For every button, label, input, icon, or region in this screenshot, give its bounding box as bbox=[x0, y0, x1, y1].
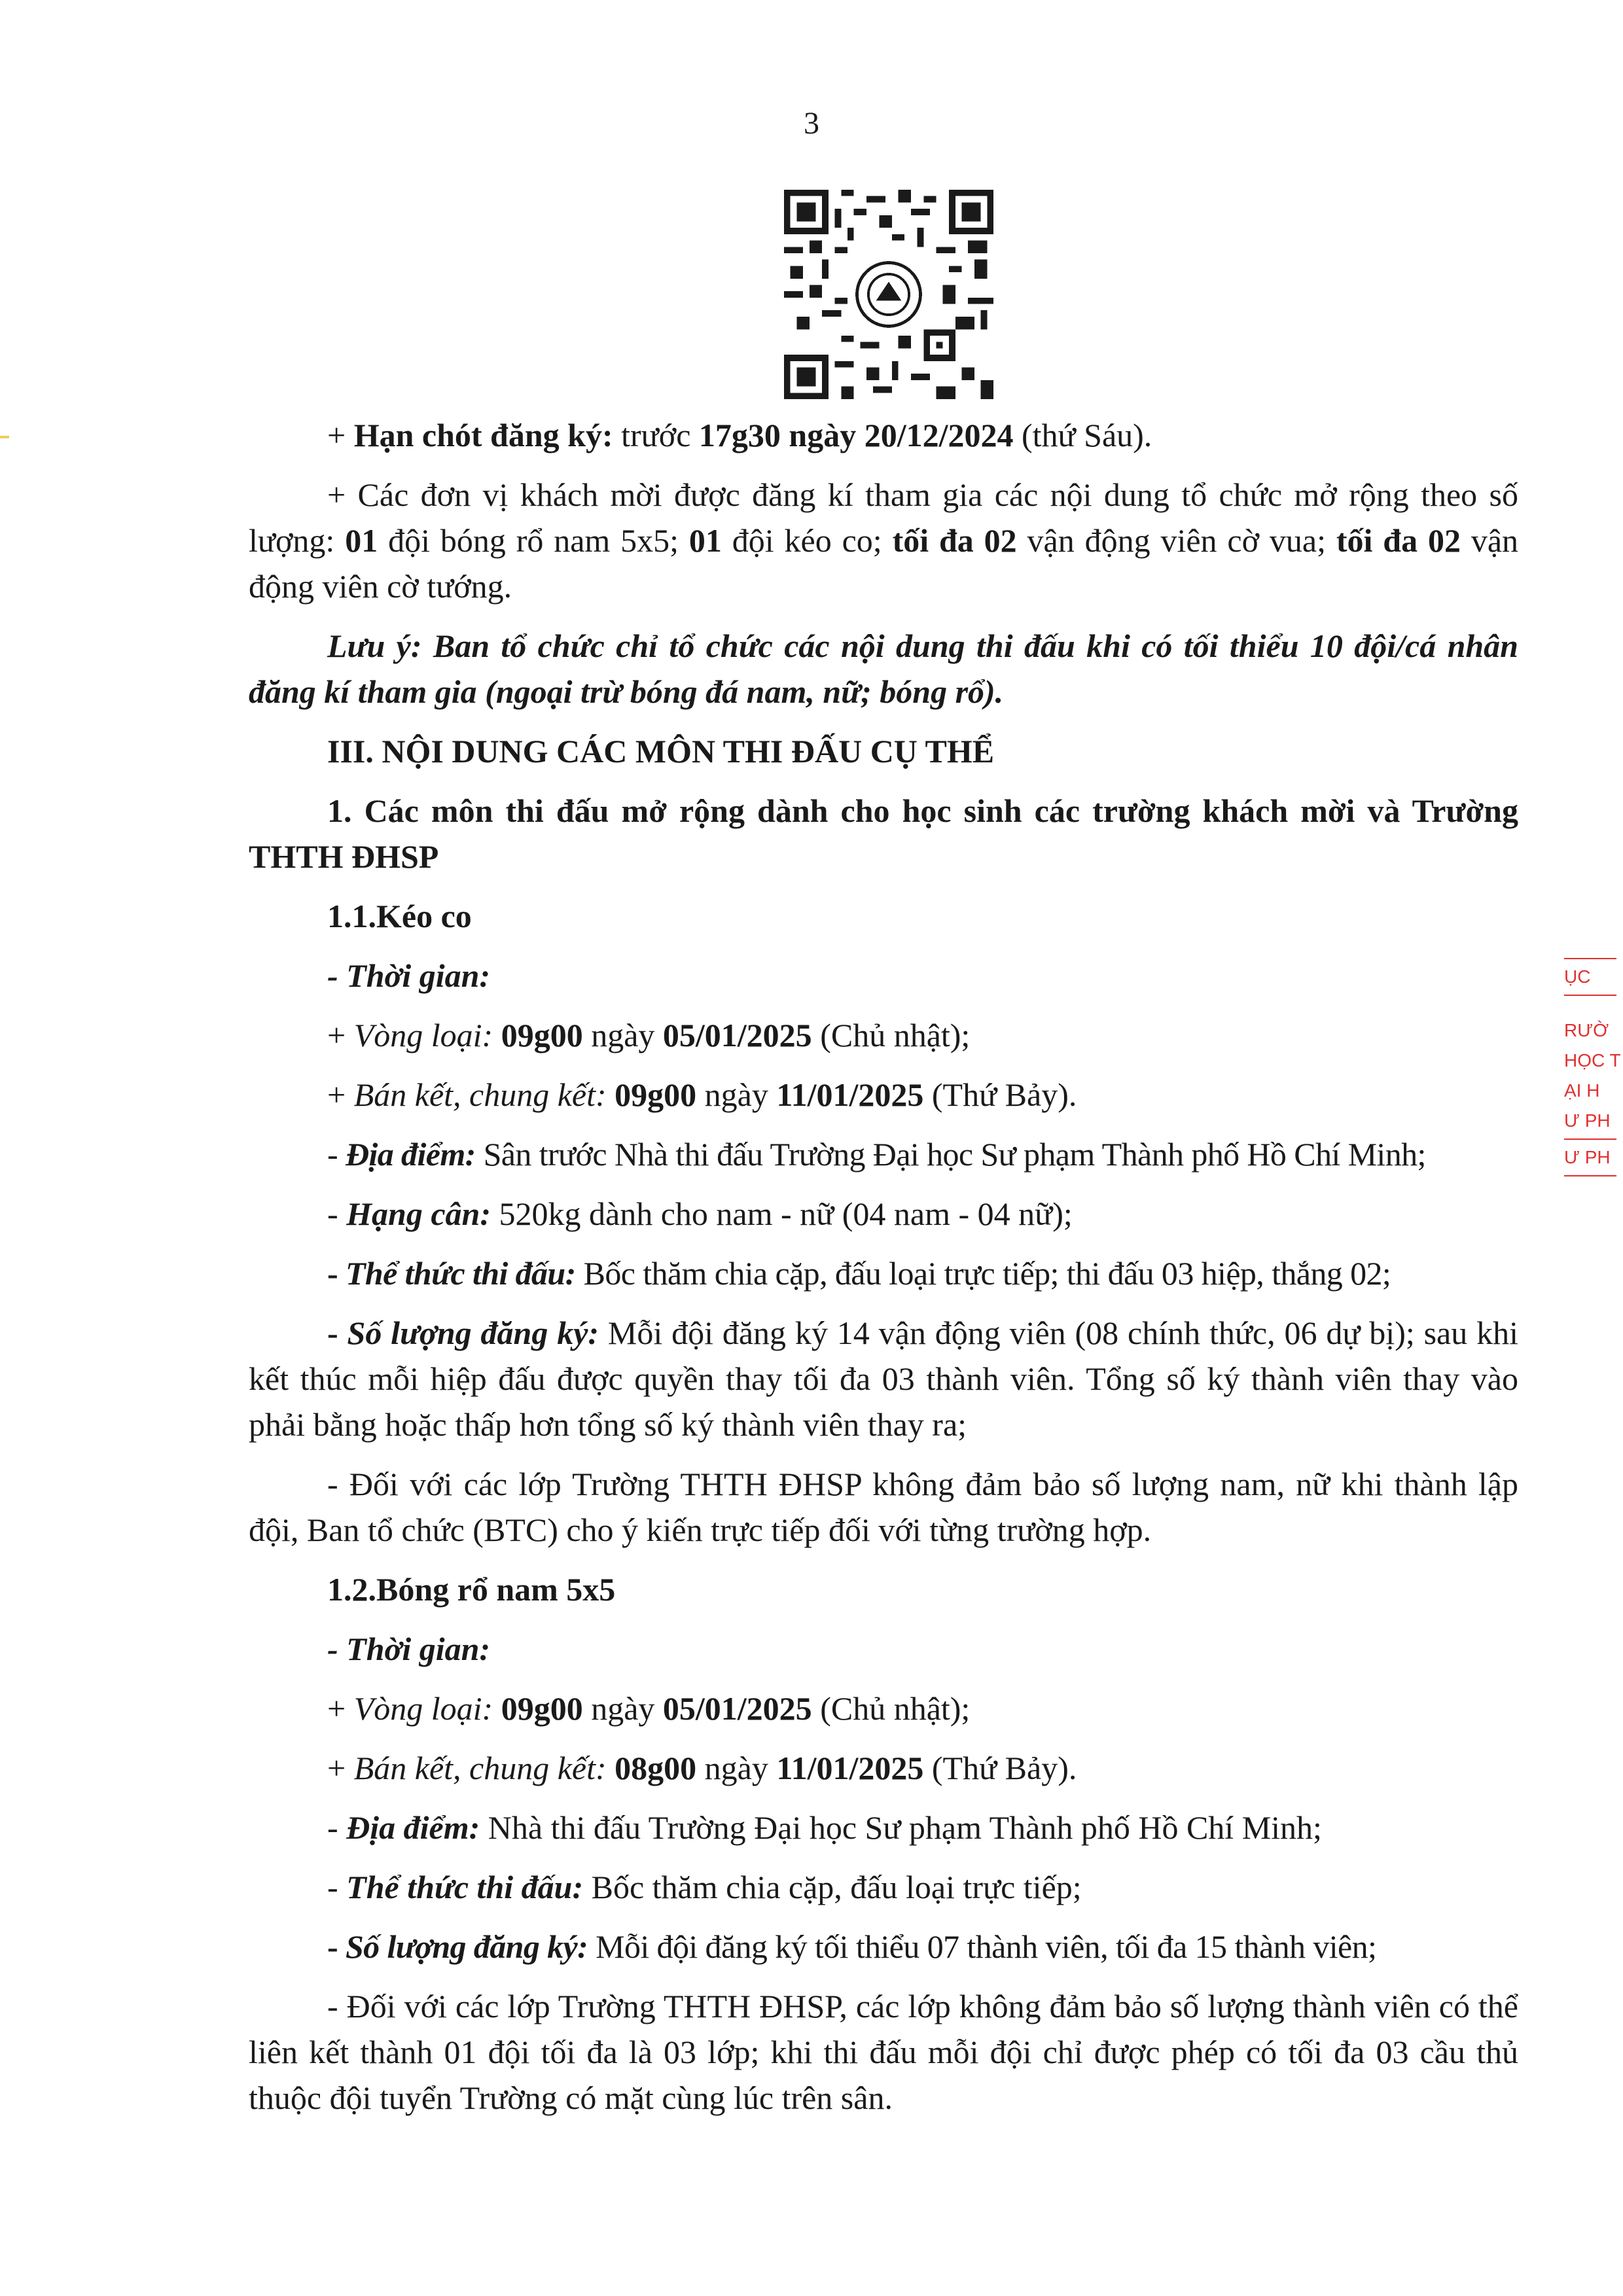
page-number: 3 bbox=[804, 106, 819, 141]
basketball-registration: - Số lượng đăng ký: Mỗi đội đăng ký tối thiểu 07 thành viên, tối đa 15 thành viên; bbox=[327, 1928, 1377, 1965]
note-paragraph: Lưu ý: Ban tổ chức chỉ tổ chức các nội dung thi đấu khi có tối thiểu 10 đội/cá nhân đăng kí tham gia (ngoại trừ bóng đá nam, nữ; bóng rổ). bbox=[249, 627, 1518, 710]
tug-of-war-qualifier: + Vòng loại: 09g00 ngày 05/01/2025 (Chủ nhật); bbox=[327, 1017, 971, 1053]
tug-of-war-registration: - Số lượng đăng ký: Mỗi đội đăng ký 14 vận động viên (08 chính thức, 06 dự bị); sau khi kết thúc mỗi hiệp đấu được quyền thay tối đa 03 thành viên. Tổng số ký thành viên thay vào phải bằng hoặc thấp hơn tổng số ký thành viên thay ra; bbox=[249, 1315, 1518, 1443]
tug-of-war-heading: 1.1.Kéo co bbox=[327, 898, 472, 934]
document-body bbox=[249, 412, 1518, 2134]
tug-of-war-final: + Bán kết, chung kết: 09g00 ngày 11/01/2025 (Thứ Bảy). bbox=[327, 1076, 1077, 1113]
basketball-heading: 1.2.Bóng rổ nam 5x5 bbox=[327, 1571, 616, 1608]
basketball-format: - Thể thức thi đấu: Bốc thăm chia cặp, đấu loại trực tiếp; bbox=[327, 1869, 1082, 1905]
basketball-school-note: - Đối với các lớp Trường THTH ĐHSP, các lớp không đảm bảo số lượng thành viên có thể liên kết thành 01 đội tối đa là 03 lớp; khi thi đấu mỗi đội chỉ được phép có tối đa 03 cầu thủ thuộc đội tuyển Trường có mặt cùng lúc trên sân. bbox=[249, 1988, 1518, 2116]
basketball-qualifier: + Vòng loại: 09g00 ngày 05/01/2025 (Chủ nhật); bbox=[327, 1690, 971, 1727]
red-stamp-fragment: ỤC RƯỜ HỌC T ẠI H Ư PH Ư PH bbox=[1564, 955, 1623, 1256]
scan-mark bbox=[0, 436, 9, 438]
guest-quota-paragraph: + Các đơn vị khách mời được đăng kí tham gia các nội dung tổ chức mở rộng theo số lượng: 01 đội bóng rổ nam 5x5; 01 đội kéo co; tối đa 02 vận động viên cờ vua; tối đa 02 vận động viên cờ tướng. bbox=[249, 476, 1519, 605]
tug-of-war-weight: - Hạng cân: 520kg dành cho nam - nữ (04 nam - 04 nữ); bbox=[327, 1195, 1073, 1232]
basketball-final: + Bán kết, chung kết: 08g00 ngày 11/01/2025 (Thứ Bảy). bbox=[327, 1750, 1077, 1786]
basketball-time-label: - Thời gian: bbox=[327, 1631, 491, 1667]
qr-code-icon bbox=[784, 190, 993, 399]
tug-of-war-time-label: - Thời gian: bbox=[327, 957, 491, 994]
tug-of-war-school-note: - Đối với các lớp Trường THTH ĐHSP không đảm bảo số lượng nam, nữ khi thành lập đội, Ban tổ chức (BTC) cho ý kiến trực tiếp đối với từng trường hợp. bbox=[249, 1466, 1518, 1548]
tug-of-war-format: - Thể thức thi đấu: Bốc thăm chia cặp, đấu loại trực tiếp; thi đấu 03 hiệp, thắng 02; bbox=[327, 1255, 1391, 1292]
registration-deadline: + Hạn chót đăng ký: trước 17g30 ngày 20/12/2024 (thứ Sáu). bbox=[327, 417, 1152, 453]
basketball-venue: - Địa điểm: Nhà thi đấu Trường Đại học Sư phạm Thành phố Hồ Chí Minh; bbox=[327, 1809, 1322, 1846]
subsection-heading: 1. Các môn thi đấu mở rộng dành cho học sinh các trường khách mời và Trường THTH ĐHSP bbox=[249, 792, 1518, 875]
section-heading: III. NỘI DUNG CÁC MÔN THI ĐẤU CỤ THỂ bbox=[327, 733, 995, 769]
tug-of-war-venue: - Địa điểm: Sân trước Nhà thi đấu Trường Đại học Sư phạm Thành phố Hồ Chí Minh; bbox=[327, 1136, 1426, 1173]
